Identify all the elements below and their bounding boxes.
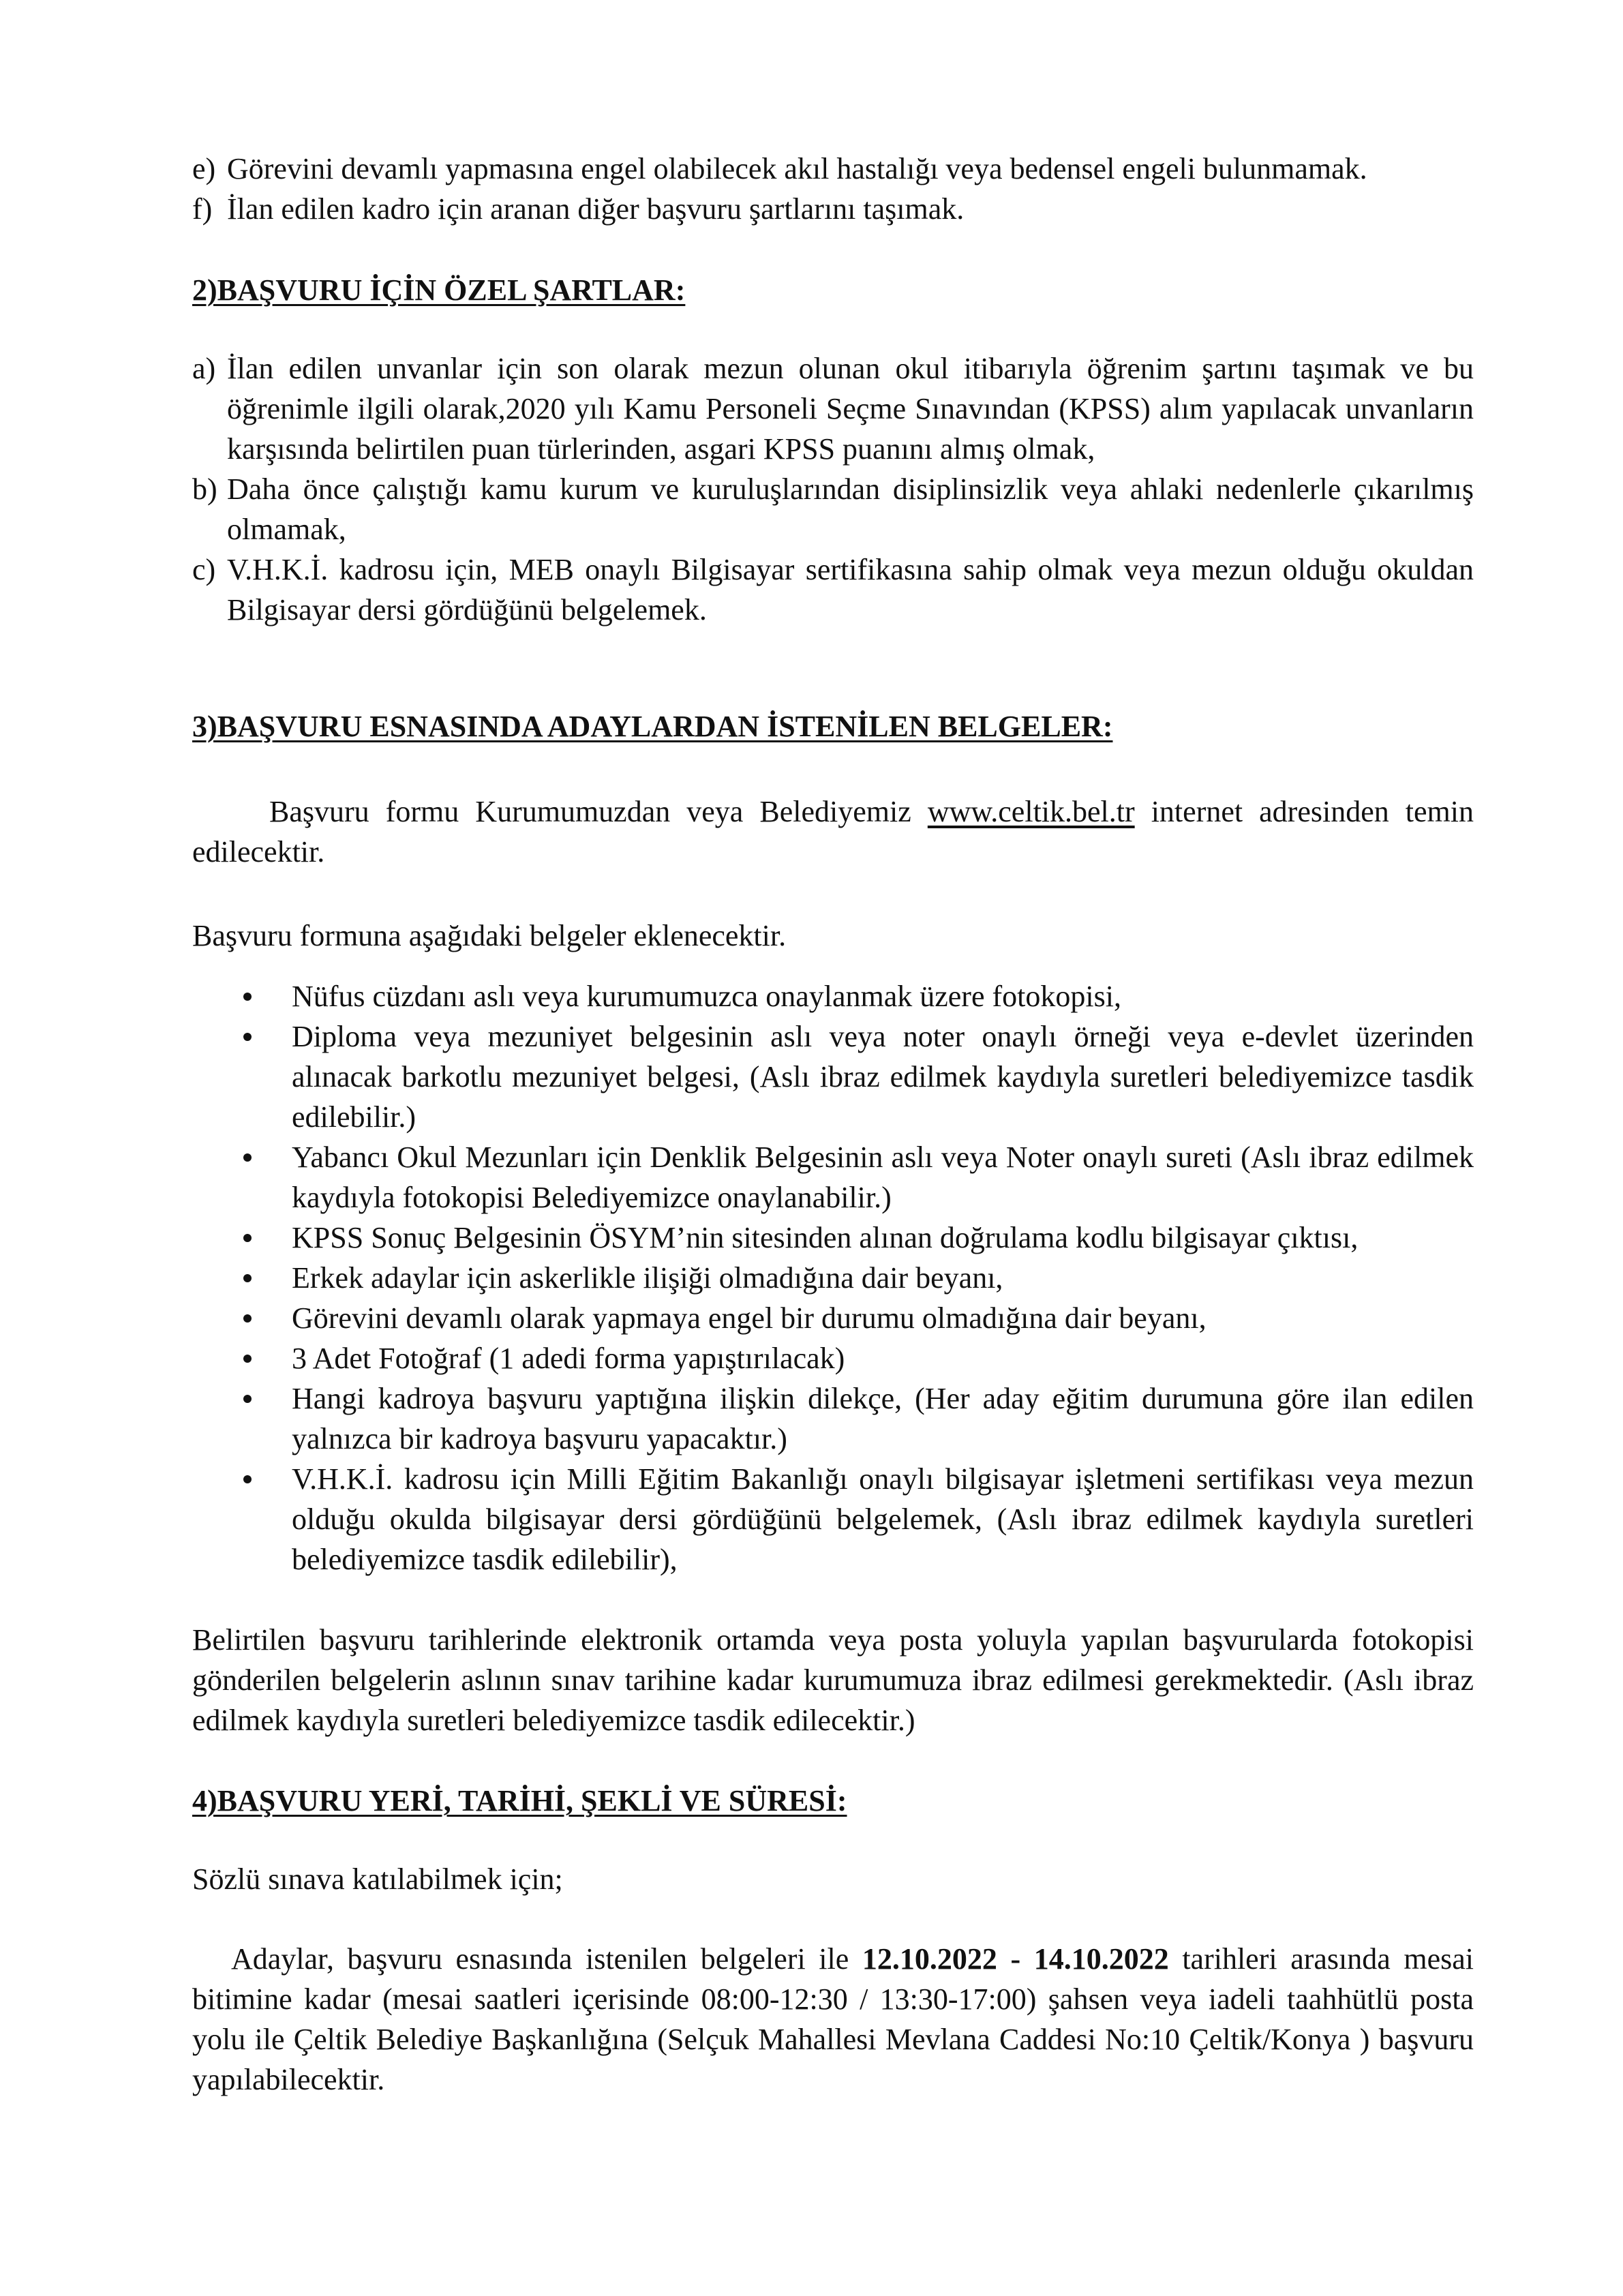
bullet-icon: [243, 1475, 252, 1483]
item-marker: b): [192, 472, 217, 506]
section-heading-application-details: 4)BAŞVURU YERİ, TARİHİ, ŞEKLİ VE SÜRESİ:: [192, 1784, 847, 1817]
document-page: [192, 149, 1474, 2100]
intro-text: Başvuru formu Kurumumuzdan veya Belediyemiz: [269, 795, 928, 828]
list-item-f: [192, 189, 1474, 229]
bullet-icon: [243, 1314, 252, 1323]
list-intro: Başvuru formuna aşağıdaki belgeler eklenecektir.: [192, 919, 787, 952]
item-marker: c): [192, 553, 216, 586]
list-item-c: [192, 549, 1474, 630]
application-dates-paragraph: [192, 1939, 1474, 2100]
closing-paragraph: Belirtilen başvuru tarihlerinde elektronik ortamda veya posta yoluyla yapılan başvurularda fotokopisi gönderilen belgelerin aslının sınav tarihine kadar kurumumuza ibraz edilmesi gerekmektedir. (Aslı ibraz edilmek kaydıyla suretleri belediyemizce tasdik edilecektir.): [192, 1623, 1474, 1737]
list-item: [192, 1298, 1474, 1338]
list-item-text: V.H.K.İ. kadrosu için Milli Eğitim Bakanlığı onaylı bilgisayar işletmeni sertifikası veya mezun olduğu okulda bilgisayar dersi gördüğünü belgelemek, (Aslı ibraz edilmek kaydıyla suretleri belediyemizce tasdik edilebilir),: [292, 1462, 1474, 1576]
list-item-text: Görevini devamlı olarak yapmaya engel bir durumu olmadığına dair beyanı,: [292, 1301, 1207, 1335]
section-heading-required-documents: 3)BAŞVURU ESNASINDA ADAYLARDAN İSTENİLEN BELGELER:: [192, 710, 1113, 743]
item-text: İlan edilen unvanlar için son olarak mezun olunan okul itibarıyla öğrenim şartını taşımak ve bu öğrenimle ilgili olarak,2020 yılı Kamu Personeli Seçme Sınavından (KPSS) alım yapılacak unvanların karşısında belirtilen puan türlerinden, asgari KPSS puanını almış olmak,: [227, 352, 1474, 466]
paragraph-text-end: tarihleri arasında mesai bitimine kadar (mesai saatleri içerisinde 08:00-12:30 / 13:30-17:00) şahsen veya iadeli taahhütlü posta yolu ile Çeltik Belediye Başkanlığına (Selçuk Mahallesi Mevlana Caddesi No:10 Çeltik/Konya ) başvuru yapılabilecektir.: [192, 1942, 1474, 2096]
item-text: Görevini devamlı yapmasına engel olabilecek akıl hastalığı veya bedensel engeli bulunmamak.: [227, 152, 1367, 185]
list-item-text: KPSS Sonuç Belgesinin ÖSYM’nin sitesinden alınan doğrulama kodlu bilgisayar çıktısı,: [292, 1221, 1359, 1254]
list-item: [192, 1378, 1474, 1459]
bullet-icon: [243, 993, 252, 1001]
website-link[interactable]: www.celtik.bel.tr: [927, 795, 1135, 828]
item-marker: a): [192, 352, 216, 385]
list-item-text: Yabancı Okul Mezunları için Denklik Belgesinin aslı veya Noter onaylı sureti (Aslı ibraz edilmek kaydıyla fotokopisi Belediyemizce onaylanabilir.): [292, 1141, 1474, 1214]
list-item-text: Diploma veya mezuniyet belgesinin aslı veya noter onaylı örneği veya e-devlet üzerinden alınacak barkotlu mezuniyet belgesi, (Aslı ibraz edilmek kaydıyla suretleri belediyemizce tasdik edilebilir.): [292, 1020, 1474, 1134]
oral-exam-lead: Sözlü sınava katılabilmek için;: [192, 1862, 563, 1896]
special-conditions-list: [192, 348, 1474, 630]
bullet-icon: [243, 1234, 252, 1242]
list-item-a: [192, 348, 1474, 469]
intro-text-end: internet adresinden temin edilecektir.: [192, 795, 1474, 868]
list-item: [192, 1218, 1474, 1258]
item-text: Daha önce çalıştığı kamu kurum ve kuruluşlarından disiplinsizlik veya ahlaki nedenlerle çıkarılmış olmamak,: [227, 472, 1474, 546]
list-item-text: Erkek adaylar için askerlikle ilişiği olmadığına dair beyanı,: [292, 1261, 1003, 1295]
paragraph-text: Adaylar, başvuru esnasında istenilen belgeleri ile: [231, 1942, 862, 1976]
list-item-text: 3 Adet Fotoğraf (1 adedi forma yapıştırılacak): [292, 1342, 845, 1375]
bullet-icon: [243, 1033, 252, 1041]
list-item: [192, 1338, 1474, 1378]
section-heading-special-conditions: 2)BAŞVURU İÇİN ÖZEL ŞARTLAR:: [192, 273, 686, 307]
bullet-icon: [243, 1274, 252, 1282]
item-marker: e): [192, 152, 216, 185]
list-item-b: [192, 469, 1474, 549]
list-item: [192, 1016, 1474, 1137]
bullet-icon: [243, 1355, 252, 1363]
list-item: [192, 1137, 1474, 1218]
list-item: [192, 976, 1474, 1016]
list-item: [192, 1459, 1474, 1580]
documents-list: [192, 976, 1474, 1580]
list-item-e: [192, 149, 1474, 189]
item-text: V.H.K.İ. kadrosu için, MEB onaylı Bilgisayar sertifikasına sahip olmak veya mezun olduğu okuldan Bilgisayar dersi gördüğünü belgelemek.: [227, 553, 1474, 626]
application-dates: 12.10.2022 - 14.10.2022: [862, 1942, 1169, 1976]
list-item: [192, 1258, 1474, 1298]
application-form-paragraph: [192, 791, 1474, 872]
item-marker: f): [192, 192, 213, 226]
bullet-icon: [243, 1395, 252, 1403]
item-text: İlan edilen kadro için aranan diğer başvuru şartlarını taşımak.: [227, 192, 965, 226]
bullet-icon: [243, 1153, 252, 1162]
list-item-text: Hangi kadroya başvuru yaptığına ilişkin dilekçe, (Her aday eğitim durumuna göre ilan edilen yalnızca bir kadroya başvuru yapacaktır.): [292, 1382, 1474, 1455]
list-item-text: Nüfus cüzdanı aslı veya kurumumuzca onaylanmak üzere fotokopisi,: [292, 980, 1121, 1013]
